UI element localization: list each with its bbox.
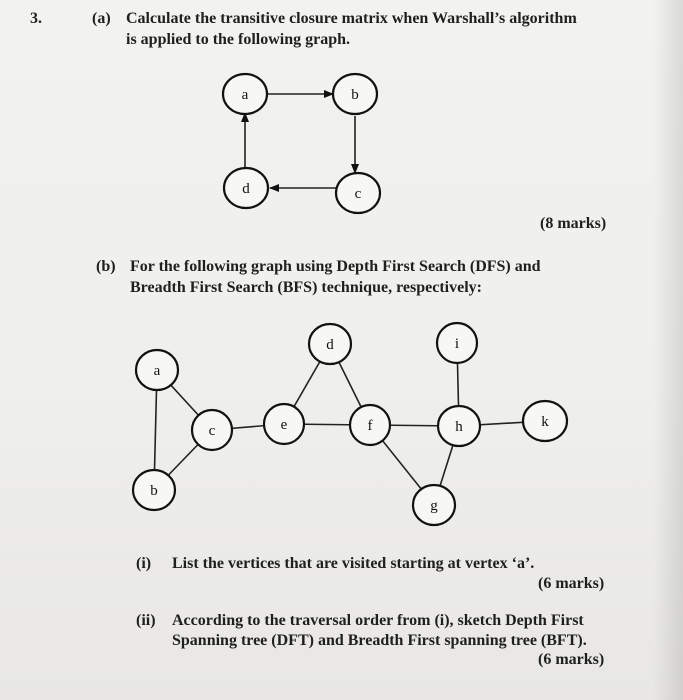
graph-b-node-g bbox=[413, 485, 455, 525]
part-b-line2: Breadth First Search (BFS) technique, respectively: bbox=[130, 279, 482, 296]
part-b-label: (b) bbox=[96, 258, 116, 275]
sub-ii-line1: According to the traversal order from (i), sketch Depth First bbox=[172, 612, 584, 629]
graph-b-node-d bbox=[309, 324, 351, 364]
sub-i-marks: (6 marks) bbox=[538, 575, 605, 592]
sub-i-label: (i) bbox=[136, 555, 152, 572]
graph-a-node-d-label: d bbox=[242, 181, 250, 197]
graph-b-node-c-label: c bbox=[208, 423, 216, 439]
graph-b-node-i-label: i bbox=[454, 336, 460, 352]
part-a-label: (a) bbox=[92, 10, 111, 27]
graph-b-node-c bbox=[192, 410, 232, 450]
sub-ii-label: (ii) bbox=[136, 612, 156, 629]
part-a-marks: (8 marks) bbox=[540, 215, 607, 232]
graph-a-node-c-label: c bbox=[354, 186, 362, 202]
graph-b-node-k bbox=[523, 401, 567, 441]
graph-b-node-h-label: h bbox=[455, 419, 463, 435]
graph-b-node-g-label: g bbox=[430, 498, 438, 514]
graph-b-node-i bbox=[437, 323, 477, 363]
graph-b-node-k-label: k bbox=[541, 414, 549, 430]
graph-b-node-a-label: a bbox=[153, 363, 161, 379]
graph-b-node-f bbox=[350, 405, 390, 445]
graph-b-node-d-label: d bbox=[326, 337, 334, 353]
question-number: 3. bbox=[30, 10, 42, 27]
graph-b-node-e bbox=[264, 404, 304, 444]
graph-a-node-a-label: a bbox=[241, 87, 249, 103]
graph-b-node-a bbox=[136, 350, 178, 390]
graph-b-node-b bbox=[133, 470, 175, 510]
graph-b-node-f-label: f bbox=[367, 418, 373, 434]
graph-b-node-h bbox=[438, 406, 480, 446]
sub-ii-marks: (6 marks) bbox=[538, 651, 605, 668]
sub-ii-line2: Spanning tree (DFT) and Breadth First spanning tree (BFT). bbox=[172, 632, 587, 649]
sub-i-text: List the vertices that are visited starting at vertex ‘a’. bbox=[172, 555, 535, 572]
graph-b-node-e-label: e bbox=[280, 417, 288, 433]
part-b-line1: For the following graph using Depth First Search (DFS) and bbox=[130, 258, 541, 275]
graph-b-node-b-label: b bbox=[150, 483, 158, 499]
graph-a-node-b-label: b bbox=[351, 87, 359, 103]
part-a-line1: Calculate the transitive closure matrix when Warshall’s algorithm bbox=[126, 10, 577, 27]
part-a-line2: is applied to the following graph. bbox=[126, 31, 351, 48]
